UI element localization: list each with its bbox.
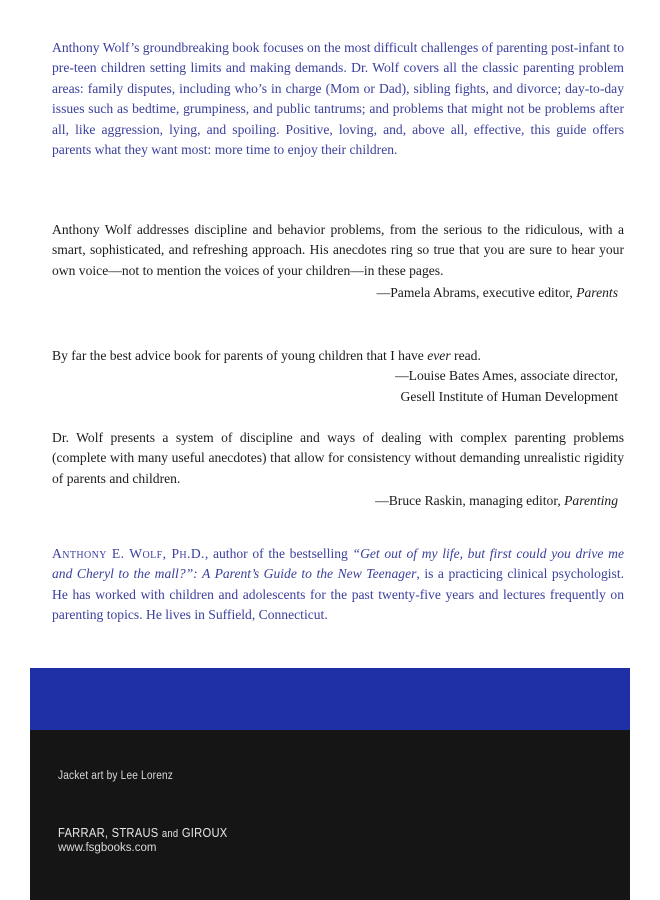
bio-text-1: , author of the bestselling xyxy=(204,546,348,561)
publisher-name xyxy=(58,825,228,840)
quote-text: Anthony Wolf addresses discipline and behavior problems, from the serious to the ridiculous, with a smart, sophisticated, and refreshing approach. His anecdotes ring so true that you are sure to hear your own voice—not to mention the voices of your children—in these pages. xyxy=(52,222,624,278)
book-description: Anthony Wolf’s groundbreaking book focuses on the most difficult challenges of parenting post-infant to pre-teen children setting limits and making demands. Dr. Wolf covers all the classic parenting problem areas: family disputes, including who’s in charge (Mom or Dad), sibling fights, and divorce; day-to-day issues such as bedtime, grumpiness, and public tantrums; and problems that might not be problems after all, like aggression, lying, and spoiling. Positive, loving, and, above all, effective, this guide offers parents what they want most: more time to enjoy their children. xyxy=(52,40,624,158)
footer-panel xyxy=(30,730,630,900)
quote-emphasis: ever xyxy=(427,348,451,363)
quote-text xyxy=(52,346,624,366)
review-quote-1 xyxy=(52,220,624,304)
quote-text-before: By far the best advice book for parents of young children that I have xyxy=(52,348,424,363)
publisher-and: and xyxy=(161,828,179,840)
jacket-art-credit: Jacket art by Lee Lorenz xyxy=(58,770,174,782)
author-name: Anthony E. Wolf, Ph.D. xyxy=(52,546,205,561)
bio-text-2: , is a practicing clinical psychologist. He has worked with children and adolescents for the past twenty-five years and lectures frequently on parenting topics. He lives in Suffield, Connecticut. xyxy=(52,566,624,623)
review-quote-2 xyxy=(52,346,624,407)
bio-book-title: “Get out of my life, but first could you drive me and Cheryl to the mall?”: A Parent’s Guide to the New Teenager xyxy=(52,546,624,582)
attribution-publication: Parents xyxy=(576,285,618,301)
attribution-line-1: —Louise Bates Ames, associate director, xyxy=(395,368,618,384)
book-back-cover xyxy=(30,0,630,900)
quote-text: Dr. Wolf presents a system of discipline and ways of dealing with complex parenting problems (complete with many useful anecdotes) that allow for consistency without demanding unrealistic rigidity of parents and children. xyxy=(52,430,624,486)
quote-attribution xyxy=(52,491,624,511)
author-bio xyxy=(52,544,624,626)
quote-text-after: read. xyxy=(454,348,481,363)
attribution-name: —Pamela Abrams, executive editor, xyxy=(376,285,573,301)
publisher-part-2: GIROUX xyxy=(181,825,228,840)
review-quote-3 xyxy=(52,428,624,512)
attribution-line-2: Gesell Institute of Human Development xyxy=(400,388,618,404)
blue-color-band xyxy=(30,668,630,730)
quote-attribution xyxy=(52,366,624,407)
attribution-publication: Parenting xyxy=(564,493,618,509)
quote-attribution xyxy=(52,283,624,303)
attribution-name: —Bruce Raskin, managing editor, xyxy=(375,493,561,509)
publisher-website: www.fsgbooks.com xyxy=(58,842,157,854)
publisher-part-1: FARRAR, STRAUS xyxy=(58,825,159,840)
